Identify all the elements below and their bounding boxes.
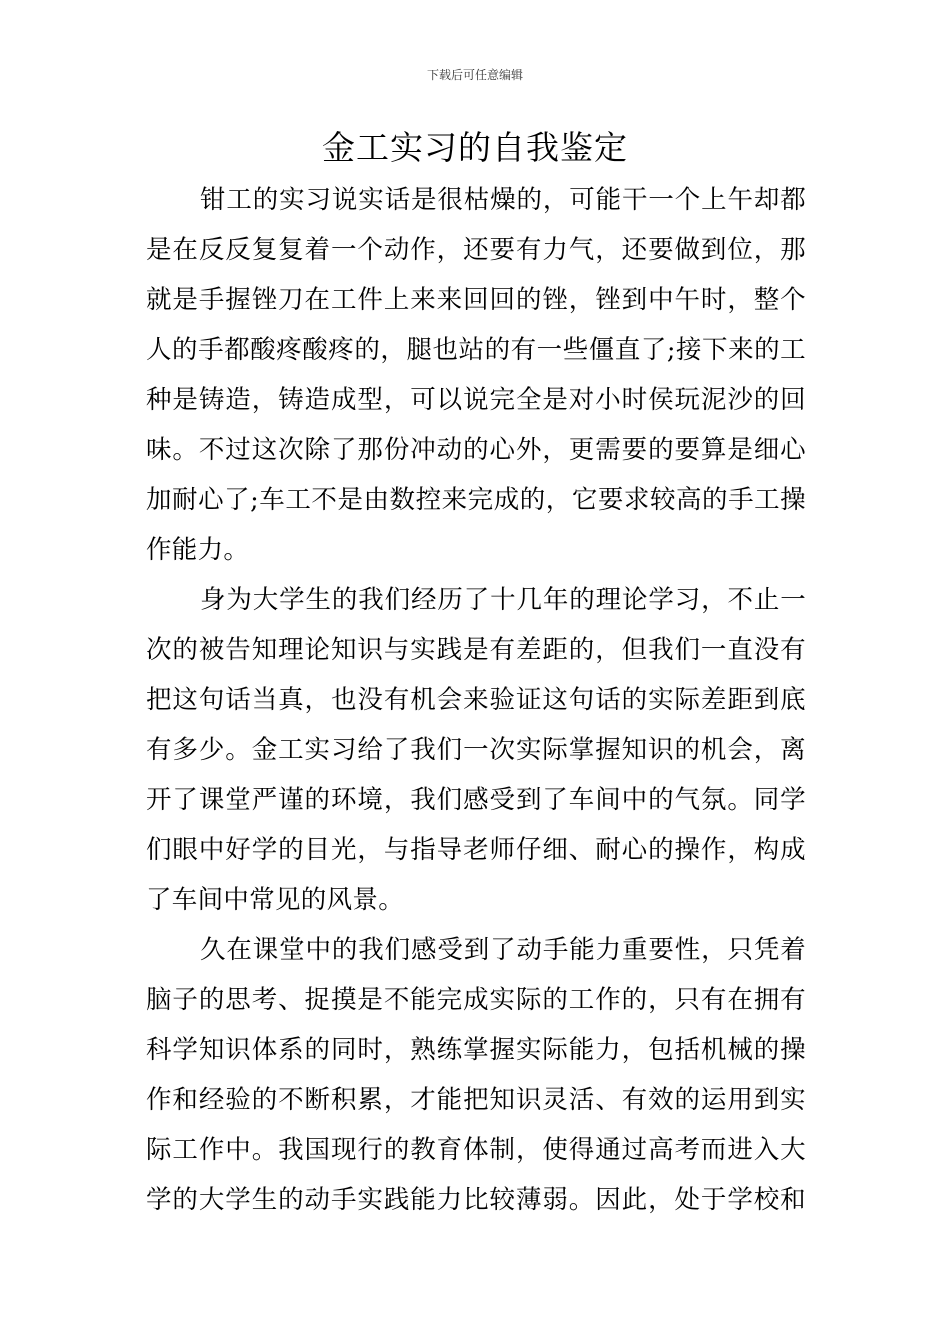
text-line: 次的被告知理论知识与实践是有差距的，但我们一直没有 [146, 635, 806, 665]
paragraph-1 [146, 175, 806, 575]
text-line: 身为大学生的我们经历了十几年的理论学习，不止一 [200, 585, 806, 615]
paragraph-2 [146, 575, 806, 925]
paragraph-3 [146, 925, 806, 1225]
text-line: 作能力。 [146, 535, 250, 565]
text-line: 际工作中。我国现行的教育体制，使得通过高考而进入大 [146, 1135, 806, 1165]
text-line: 就是手握锉刀在工件上来来回回的锉，锉到中午时，整个 [146, 285, 806, 315]
text-line: 脑子的思考、捉摸是不能完成实际的工作的，只有在拥有 [146, 985, 806, 1015]
text-line: 钳工的实习说实话是很枯燥的，可能干一个上午却都 [200, 185, 806, 215]
document-title: 金工实习的自我鉴定 [322, 128, 628, 167]
text-line: 是在反反复复着一个动作，还要有力气，还要做到位，那 [146, 235, 806, 265]
text-line: 把这句话当真，也没有机会来验证这句话的实际差距到底 [146, 685, 806, 715]
text-line: 学的大学生的动手实践能力比较薄弱。因此，处于学校和 [146, 1185, 806, 1215]
header-note: 下载后可任意编辑 [426, 68, 523, 82]
text-line: 开了课堂严谨的环境，我们感受到了车间中的气氛。同学 [146, 785, 806, 815]
text-line: 味。不过这次除了那份冲动的心外，更需要的要算是细心 [146, 435, 806, 465]
text-line: 种是铸造，铸造成型，可以说完全是对小时侯玩泥沙的回 [146, 385, 806, 415]
text-line: 有多少。金工实习给了我们一次实际掌握知识的机会，离 [146, 735, 806, 765]
text-line: 久在课堂中的我们感受到了动手能力重要性，只凭着 [200, 935, 806, 965]
text-line: 科学知识体系的同时，熟练掌握实际能力，包括机械的操 [146, 1035, 806, 1065]
text-line: 作和经验的不断积累，才能把知识灵活、有效的运用到实 [146, 1085, 806, 1115]
text-line: 们眼中好学的目光，与指导老师仔细、耐心的操作，构成 [146, 835, 806, 865]
text-line: 了车间中常见的风景。 [146, 885, 405, 915]
document-body [146, 175, 806, 1225]
text-line: 加耐心了;车工不是由数控来完成的，它要求较高的手工操 [146, 485, 806, 515]
text-line: 人的手都酸疼酸疼的，腿也站的有一些僵直了;接下来的工 [146, 335, 806, 365]
